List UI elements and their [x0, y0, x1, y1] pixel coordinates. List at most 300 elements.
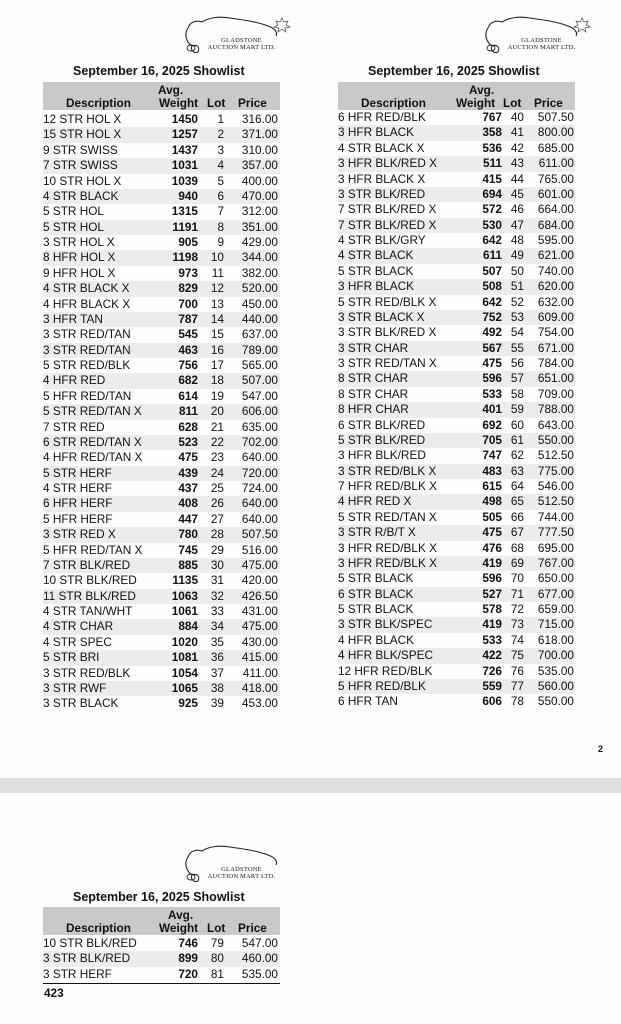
row-description: 4 STR CHAR — [43, 619, 114, 634]
row-description: 5 HFR HERF — [43, 511, 113, 526]
row-lot: 45 — [510, 186, 524, 201]
table-row — [338, 664, 575, 679]
table-row — [338, 279, 575, 294]
table-row — [338, 387, 575, 402]
row-weight: 1198 — [172, 250, 198, 265]
table-row — [43, 281, 280, 296]
table-row — [338, 295, 575, 310]
row-price: 507.50 — [537, 110, 574, 124]
table-row — [43, 250, 280, 265]
row-lot: 24 — [210, 465, 224, 480]
row-weight: 811 — [178, 404, 198, 419]
row-description: 4 STR BLACK X — [338, 140, 425, 155]
row-weight: 475 — [178, 450, 198, 465]
row-weight: 1081 — [171, 650, 198, 665]
table-row — [338, 494, 575, 509]
header-avg: Avg. — [168, 908, 194, 922]
row-description: 5 STR BLACK — [338, 263, 414, 278]
header-weight: Weight — [456, 96, 496, 110]
row-price: 635.00 — [241, 419, 278, 434]
row-weight: 925 — [178, 696, 198, 711]
row-price: 784.00 — [537, 356, 574, 370]
table-row — [338, 571, 575, 586]
table-row — [338, 125, 575, 140]
row-weight: 726 — [482, 663, 502, 678]
row-description: 4 STR TAN/WHT — [43, 604, 133, 618]
row-price: 671.00 — [537, 340, 574, 355]
row-description: 3 HFR RED/BLK X — [338, 540, 437, 555]
row-description: 10 STR HOL X — [43, 173, 122, 188]
row-price: 475.00 — [241, 619, 278, 634]
row-weight: 419 — [482, 617, 502, 632]
row-price: 724.00 — [241, 481, 278, 495]
row-description: 3 STR BLK/RED — [43, 951, 131, 966]
header-avg: Avg. — [158, 83, 184, 97]
table-row — [43, 666, 280, 681]
row-weight: 523 — [178, 434, 198, 449]
row-lot: 29 — [210, 542, 224, 557]
row-lot: 39 — [210, 696, 224, 711]
row-lot: 56 — [510, 356, 524, 370]
row-price: 310.00 — [241, 142, 278, 157]
table-row — [43, 635, 280, 650]
row-price: 611.00 — [538, 156, 574, 171]
row-weight: 1065 — [171, 680, 198, 695]
table-header — [43, 82, 280, 110]
row-description: 8 STR CHAR — [338, 386, 409, 401]
row-weight: 746 — [178, 936, 198, 950]
row-price: 620.00 — [537, 279, 574, 294]
page-number: 2 — [598, 744, 604, 754]
row-lot: 22 — [210, 434, 224, 449]
row-price: 547.00 — [241, 936, 278, 950]
table-row — [338, 633, 575, 648]
row-weight: 615 — [482, 479, 502, 493]
left-table-body — [43, 112, 280, 712]
row-price: 643.00 — [537, 417, 574, 432]
row-weight: 705 — [482, 432, 502, 447]
row-lot: 58 — [510, 386, 524, 401]
table-row — [338, 448, 575, 463]
row-description: 9 HFR HOL X — [43, 265, 116, 280]
row-price: 371.00 — [241, 127, 278, 142]
header-lot: Lot — [207, 921, 226, 935]
row-weight: 973 — [178, 265, 198, 280]
row-description: 5 STR BRI — [43, 650, 100, 665]
table-row — [43, 343, 280, 358]
row-description: 3 HFR TAN — [43, 311, 103, 326]
row-lot: 66 — [510, 509, 524, 524]
row-weight: 606 — [482, 694, 502, 709]
table-row — [43, 650, 280, 665]
table-row — [338, 233, 575, 248]
row-price: 695.00 — [537, 540, 574, 555]
row-lot: 20 — [210, 404, 224, 419]
row-price: 788.00 — [537, 402, 574, 417]
row-lot: 63 — [510, 463, 524, 478]
table-row — [43, 312, 280, 327]
row-lot: 28 — [210, 527, 224, 542]
table-row — [338, 141, 575, 156]
row-description: 3 STR CHAR — [338, 340, 409, 355]
row-weight: 422 — [482, 648, 502, 663]
row-weight: 1054 — [171, 665, 198, 680]
row-lot: 17 — [210, 358, 224, 372]
table-row — [43, 112, 280, 127]
table-row — [43, 373, 280, 388]
row-description: 7 HFR RED/BLK X — [338, 479, 437, 493]
row-lot: 70 — [510, 571, 524, 586]
table-row — [338, 602, 575, 617]
row-description: 4 STR BLACK X — [43, 281, 130, 296]
row-weight: 1191 — [172, 219, 198, 234]
row-description: 3 STR RED/TAN — [43, 327, 131, 342]
row-description: 4 HFR BLACK X — [43, 296, 131, 311]
row-description: 4 HFR RED X — [338, 494, 412, 509]
row-price: 357.00 — [241, 158, 278, 173]
row-weight: 905 — [178, 235, 198, 249]
row-description: 6 HFR RED/BLK — [338, 110, 426, 124]
table-row — [338, 541, 575, 556]
row-lot: 73 — [510, 617, 524, 632]
row-weight: 463 — [178, 342, 198, 357]
row-description: 3 STR RWF — [43, 680, 107, 695]
row-lot: 49 — [510, 248, 524, 263]
table-row — [338, 617, 575, 632]
row-weight: 884 — [178, 619, 198, 634]
row-lot: 8 — [217, 219, 224, 234]
table-row — [338, 556, 575, 571]
row-weight: 483 — [482, 463, 502, 478]
row-weight: 720 — [178, 966, 198, 981]
logo-line1: GLADSTONE — [221, 866, 262, 873]
table-row — [338, 679, 575, 694]
table-row — [43, 496, 280, 511]
row-lot: 47 — [510, 217, 524, 232]
row-weight: 1063 — [171, 588, 198, 603]
row-lot: 42 — [510, 140, 524, 155]
row-lot: 81 — [210, 966, 224, 981]
row-description: 4 HFR BLACK — [338, 632, 415, 647]
table-header — [43, 907, 280, 935]
showlist-title: September 16, 2025 Showlist — [73, 64, 245, 78]
row-price: 632.00 — [537, 294, 574, 309]
row-weight: 476 — [482, 540, 502, 555]
row-description: 5 HFR RED/TAN X — [43, 542, 143, 557]
row-price: 744.00 — [537, 509, 574, 524]
row-price: 547.00 — [241, 388, 278, 403]
row-lot: 71 — [510, 586, 524, 601]
row-lot: 75 — [510, 648, 524, 663]
row-lot: 1 — [217, 112, 224, 126]
table-row — [43, 481, 280, 496]
row-weight: 508 — [482, 279, 502, 294]
row-lot: 38 — [210, 680, 224, 695]
row-price: 775.00 — [537, 463, 574, 478]
row-price: 709.00 — [537, 386, 574, 401]
row-description: 5 HFR RED/TAN — [43, 388, 132, 403]
row-weight: 419 — [482, 555, 502, 570]
table-row — [338, 433, 575, 448]
table-row — [43, 220, 280, 235]
row-weight: 611 — [482, 248, 502, 263]
row-description: 4 STR BLACK — [43, 188, 119, 203]
row-description: 5 STR RED/TAN X — [43, 404, 142, 419]
row-lot: 40 — [510, 110, 524, 124]
row-weight: 415 — [482, 171, 502, 186]
row-weight: 700 — [178, 296, 198, 311]
row-lot: 31 — [210, 573, 224, 588]
row-lot: 14 — [210, 311, 224, 326]
row-description: 4 STR HERF — [43, 481, 112, 495]
header-lot: Lot — [503, 96, 522, 110]
row-description: 7 STR SWISS — [43, 158, 118, 173]
row-weight: 439 — [178, 465, 198, 480]
row-lot: 72 — [510, 602, 524, 616]
row-lot: 35 — [210, 634, 224, 649]
row-weight: 475 — [482, 356, 502, 370]
row-description: 4 STR BLACK — [338, 248, 414, 263]
row-weight: 437 — [178, 481, 198, 495]
row-description: 12 STR HOL X — [43, 112, 122, 126]
logo-line2: AUCTION MART LTD. — [207, 873, 276, 880]
row-lot: 4 — [217, 158, 224, 173]
row-lot: 50 — [510, 263, 524, 278]
row-description: 3 HFR BLK/RED X — [338, 156, 437, 171]
row-price: 512.50 — [537, 494, 574, 509]
row-weight: 1437 — [171, 142, 198, 157]
row-weight: 1020 — [171, 634, 198, 649]
row-price: 664.00 — [537, 202, 574, 217]
table-row — [338, 325, 575, 340]
row-weight: 596 — [482, 371, 502, 386]
table-row — [338, 694, 575, 709]
row-weight: 492 — [482, 325, 502, 340]
row-price: 382.00 — [241, 265, 278, 280]
row-description: 8 HFR CHAR — [338, 402, 409, 417]
row-description: 4 HFR RED — [43, 373, 106, 388]
row-description: 6 HFR HERF — [43, 496, 113, 511]
row-price: 344.00 — [241, 250, 278, 265]
showlist-title: September 16, 2025 Showlist — [73, 890, 245, 904]
row-price: 475.00 — [241, 557, 278, 572]
row-price: 685.00 — [537, 140, 574, 155]
row-lot: 69 — [510, 555, 524, 570]
table-row — [43, 936, 280, 951]
row-price: 550.00 — [537, 432, 574, 447]
row-lot: 52 — [510, 294, 524, 309]
row-price: 640.00 — [241, 450, 278, 465]
table-row — [43, 204, 280, 219]
row-weight: 545 — [178, 327, 198, 342]
row-price: 546.00 — [537, 479, 574, 493]
row-price: 677.00 — [537, 586, 574, 601]
row-lot: 43 — [510, 156, 524, 171]
row-price: 535.00 — [537, 663, 574, 678]
table-row — [43, 435, 280, 450]
row-lot: 27 — [210, 511, 224, 526]
table-row — [43, 967, 280, 982]
row-description: 5 STR RED/TAN X — [338, 509, 437, 524]
row-lot: 67 — [510, 525, 524, 540]
row-lot: 32 — [210, 588, 224, 603]
table-row — [338, 202, 575, 217]
row-price: 440.00 — [241, 311, 278, 326]
table-row — [43, 143, 280, 158]
table-row — [43, 358, 280, 373]
table-row — [338, 248, 575, 263]
row-lot: 15 — [210, 327, 224, 342]
row-weight: 567 — [482, 340, 502, 355]
row-description: 3 STR RED/BLK — [43, 665, 131, 680]
row-weight: 533 — [482, 386, 502, 401]
row-price: 609.00 — [537, 309, 574, 324]
header-price: Price — [238, 96, 267, 110]
header-lot: Lot — [207, 96, 226, 110]
row-price: 777.50 — [537, 525, 574, 540]
row-lot: 34 — [210, 619, 224, 634]
row-weight: 1031 — [171, 158, 198, 173]
row-lot: 57 — [510, 371, 524, 386]
row-lot: 61 — [510, 432, 524, 447]
row-price: 535.00 — [241, 966, 278, 981]
row-description: 3 STR HERF — [43, 966, 112, 981]
row-price: 637.00 — [241, 327, 278, 342]
row-weight: 559 — [482, 678, 502, 693]
row-lot: 13 — [210, 296, 224, 311]
row-description: 3 HFR BLACK — [338, 125, 415, 140]
row-description: 8 STR CHAR — [338, 371, 409, 386]
row-lot: 74 — [510, 632, 524, 647]
table-row — [338, 587, 575, 602]
row-weight: 614 — [178, 388, 198, 403]
row-lot: 23 — [210, 450, 224, 465]
table-row — [43, 696, 280, 711]
row-description: 3 STR RED/TAN X — [338, 356, 437, 370]
row-description: 5 STR HERF — [43, 465, 112, 480]
row-price: 651.00 — [537, 371, 574, 386]
row-price: 789.00 — [241, 342, 278, 357]
row-description: 7 STR RED — [43, 419, 105, 434]
row-lot: 21 — [210, 419, 224, 434]
row-description: 3 STR RED/BLK X — [338, 463, 437, 478]
row-price: 565.00 — [241, 358, 278, 372]
row-description: 3 STR BLACK — [43, 696, 119, 711]
row-price: 450.00 — [241, 296, 278, 311]
row-description: 12 HFR RED/BLK — [338, 663, 433, 678]
row-weight: 747 — [482, 448, 502, 463]
row-description: 3 STR HOL X — [43, 235, 115, 249]
row-price: 606.00 — [241, 404, 278, 419]
table-row — [338, 418, 575, 433]
row-lot: 48 — [510, 233, 524, 247]
row-lot: 44 — [510, 171, 524, 186]
row-description: 3 HFR RED/BLK X — [338, 555, 437, 570]
row-description: 3 STR BLK/RED X — [338, 325, 437, 340]
row-lot: 64 — [510, 479, 524, 493]
logo-line1: GLADSTONE — [221, 37, 262, 44]
row-lot: 18 — [210, 373, 224, 388]
row-price: 640.00 — [241, 496, 278, 511]
row-lot: 11 — [211, 265, 224, 280]
row-lot: 3 — [217, 142, 224, 157]
table-row — [338, 479, 575, 494]
row-description: 7 STR BLK/RED X — [338, 202, 437, 217]
row-price: 516.00 — [241, 542, 278, 557]
row-description: 7 STR BLK/RED — [43, 557, 131, 572]
table-row — [43, 297, 280, 312]
table-row — [43, 619, 280, 634]
row-description: 3 STR RED/TAN — [43, 342, 131, 357]
row-description: 10 STR BLK/RED — [43, 573, 137, 588]
row-price: 415.00 — [241, 650, 278, 665]
row-price: 700.00 — [537, 648, 574, 663]
table-row — [43, 573, 280, 588]
row-description: 3 HFR BLK/RED — [338, 448, 426, 463]
row-description: 5 STR HOL — [43, 219, 104, 234]
row-weight: 829 — [178, 281, 198, 296]
table-row — [43, 589, 280, 604]
row-description: 3 HFR BLACK X — [338, 171, 426, 186]
table-header — [338, 82, 575, 110]
row-price: 507.00 — [241, 373, 278, 388]
table-row — [338, 172, 575, 187]
table-row — [43, 527, 280, 542]
row-lot: 25 — [210, 481, 224, 495]
row-weight: 578 — [482, 602, 502, 616]
row-lot: 6 — [217, 188, 224, 203]
row-weight: 1135 — [172, 573, 198, 588]
row-weight: 536 — [482, 140, 502, 155]
row-price: 351.00 — [241, 219, 278, 234]
row-price: 312.00 — [241, 204, 278, 219]
table-row — [338, 510, 575, 525]
row-price: 740.00 — [537, 263, 574, 278]
row-lot: 7 — [217, 204, 224, 219]
row-price: 621.00 — [537, 248, 574, 263]
row-price: 316.00 — [241, 112, 278, 126]
row-weight: 1039 — [171, 173, 198, 188]
row-description: 3 STR R/B/T X — [338, 525, 416, 540]
total-head-count: 423 — [44, 986, 64, 1000]
row-price: 659.00 — [537, 602, 574, 616]
row-weight: 787 — [178, 311, 198, 326]
header-avg: Avg. — [469, 83, 495, 97]
table-row — [338, 156, 575, 171]
showlist-page-3 — [0, 793, 621, 1024]
row-price: 767.00 — [537, 555, 574, 570]
table-row — [338, 648, 575, 663]
row-weight: 642 — [482, 233, 502, 247]
row-price: 426.50 — [241, 588, 278, 603]
row-weight: 628 — [178, 419, 198, 434]
bottom-table-body — [43, 936, 280, 982]
row-lot: 36 — [210, 650, 224, 665]
row-price: 420.00 — [241, 573, 278, 588]
row-weight: 505 — [482, 509, 502, 524]
row-weight: 511 — [482, 156, 502, 171]
row-description: 3 STR BLACK X — [338, 309, 425, 324]
row-weight: 401 — [482, 402, 502, 417]
row-price: 601.00 — [537, 186, 574, 201]
row-description: 6 STR RED/TAN X — [43, 434, 142, 449]
row-price: 618.00 — [537, 632, 574, 647]
row-lot: 9 — [217, 235, 224, 249]
total-divider — [43, 983, 280, 984]
row-description: 3 HFR BLACK — [338, 279, 415, 294]
row-price: 430.00 — [241, 634, 278, 649]
row-weight: 358 — [482, 125, 502, 140]
